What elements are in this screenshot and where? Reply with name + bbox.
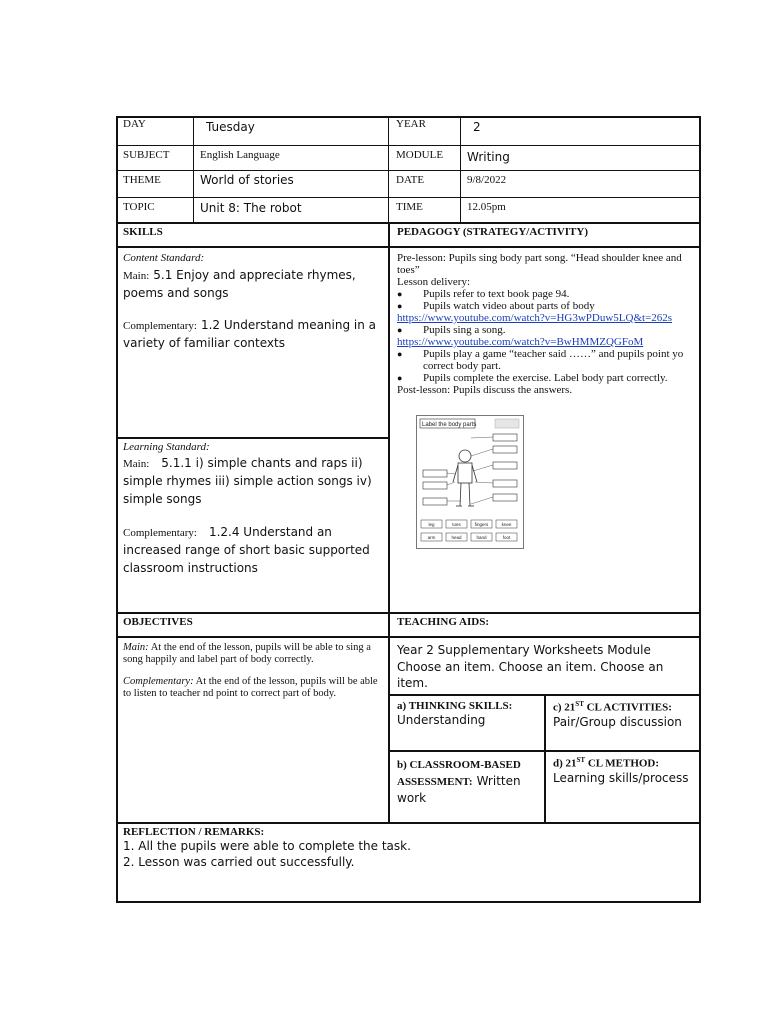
cl-method-cell [544, 750, 699, 823]
learning-standard-label: Learning Standard: [123, 441, 210, 453]
assessment-cell [388, 750, 544, 823]
year-label: YEAR [388, 118, 460, 145]
pedagogy-header: PEDAGOGY (STRATEGY/ACTIVITY) [388, 222, 699, 246]
year-value: 2 [460, 118, 699, 145]
cl-method-value: Learning skills/process [553, 770, 689, 785]
subject-label: SUBJECT [118, 145, 193, 170]
cs-comp-text: 1.2 Understand meaning in a variety of familiar contexts [123, 318, 377, 350]
objectives-cell [118, 636, 388, 823]
theme-label: THEME [118, 170, 193, 197]
bullet-1: ● Pupils refer to text book page 94. [397, 288, 693, 300]
bullet-2: ● Pupils watch video about parts of body [397, 300, 693, 312]
reflection-cell [118, 822, 699, 901]
word-bank-word: knee [501, 522, 512, 527]
cs-comp-label: Complementary: [123, 320, 197, 332]
module-value: Writing [460, 145, 699, 170]
post-lesson-text: Post-lesson: Pupils discuss the answers. [397, 384, 573, 396]
cl-method-prefix: d) 21 [553, 757, 577, 770]
ls-main-label: Main: [123, 458, 150, 470]
day-value: Tuesday [206, 120, 255, 134]
cl-activities-value: Pair/Group discussion [553, 714, 682, 729]
topic-label: TOPIC [118, 197, 193, 222]
theme-value: World of stories [193, 170, 388, 197]
reflection-header: REFLECTION / REMARKS: [123, 826, 265, 838]
assessment-value: Written work [397, 774, 521, 805]
module-label: MODULE [388, 145, 460, 170]
cl-method-sup: ST [576, 756, 586, 764]
thinking-skills-value: Understanding [397, 713, 486, 727]
video-link-1[interactable]: https://www.youtube.com/watch?v=HG3wPDuw5LQ&t=262s [397, 312, 673, 324]
bullet-4: ● Pupils play a game “teacher said ……” and pupils point yo correct body part. [397, 348, 693, 372]
pre-lesson-text: Pre-lesson: Pupils sing body part song. “Head shoulder knee and toes” [397, 252, 682, 276]
word-bank [421, 520, 517, 541]
word-bank-word: head [451, 535, 462, 540]
time-value: 12.05pm [460, 197, 699, 222]
thinking-skills-cell [388, 694, 544, 750]
reflection-item-2: 2. Lesson was carried out successfully. [123, 855, 355, 869]
ls-comp-label: Complementary: [123, 527, 197, 539]
bullet-3: ● Pupils sing a song. [397, 324, 693, 336]
reflection-item-1: 1. All the pupils were able to complete the task. [123, 839, 411, 853]
content-standard-cell [118, 246, 388, 438]
cl-activities-sup: ST [575, 700, 584, 708]
cl-activities-prefix: c) 21 [553, 701, 576, 714]
cl-activities-cell [544, 694, 699, 750]
obj-main-text: At the end of the lesson, pupils will be able to sing a song happily and label part of body correctly. [123, 642, 371, 665]
assessment-label: b) CLASSROOM-BASED ASSESSMENT: [397, 759, 521, 788]
video-link-2[interactable]: https://www.youtube.com/watch?v=BwHMMZQGFoM [397, 336, 644, 348]
thinking-skills-label: a) THINKING SKILLS: [397, 700, 513, 712]
teaching-aids-text: Year 2 Supplementary Worksheets Module Choose an item. Choose an item. Choose an item. [388, 636, 699, 694]
bullet-5: ● Pupils complete the exercise. Label body part correctly. [397, 372, 693, 384]
date-label: DATE [388, 170, 460, 197]
time-label: TIME [388, 197, 460, 222]
skills-header: SKILLS [118, 222, 388, 246]
word-bank-word: hand [476, 535, 487, 540]
word-bank-word: fingers [474, 522, 489, 527]
obj-main-label: Main: [123, 642, 149, 653]
word-bank-word: arm [427, 535, 436, 540]
topic-value: Unit 8: The robot [193, 197, 388, 222]
objectives-header: OBJECTIVES [118, 612, 388, 637]
obj-comp-text: At the end of the lesson, pupils will be able to listen to teacher nd point to correct part of body. [123, 676, 378, 699]
word-bank-word: leg [428, 522, 435, 527]
word-bank-word: foot [502, 535, 511, 540]
teaching-aids-header: TEACHING AIDS: [388, 612, 699, 637]
subject-value: English Language [193, 145, 388, 170]
cs-main-label: Main: [123, 270, 150, 282]
obj-comp-label: Complementary: [123, 676, 194, 687]
day-value-cell [193, 118, 388, 145]
worksheet-thumbnail [416, 415, 524, 549]
cl-activities-label: CL ACTIVITIES: [583, 701, 672, 714]
lesson-delivery-label: Lesson delivery: [397, 276, 471, 288]
word-bank-word: toes [452, 522, 461, 527]
body-parts-figure [417, 416, 523, 548]
day-label: DAY [123, 118, 146, 130]
ls-main-text: 5.1.1 i) simple chants and raps ii) simple rhymes iii) simple action songs iv) simple songs [123, 456, 372, 506]
learning-standard-cell [118, 437, 388, 613]
worksheet-title: Label the body parts [422, 422, 477, 428]
date-value: 9/8/2022 [460, 170, 699, 197]
content-standard-label: Content Standard: [123, 252, 205, 264]
cl-method-label: CL METHOD: [585, 757, 660, 770]
ls-comp-text: 1.2.4 Understand an increased range of short basic supported classroom instructions [123, 525, 370, 575]
cs-main-text: 5.1 Enjoy and appreciate rhymes, poems and songs [123, 268, 356, 300]
